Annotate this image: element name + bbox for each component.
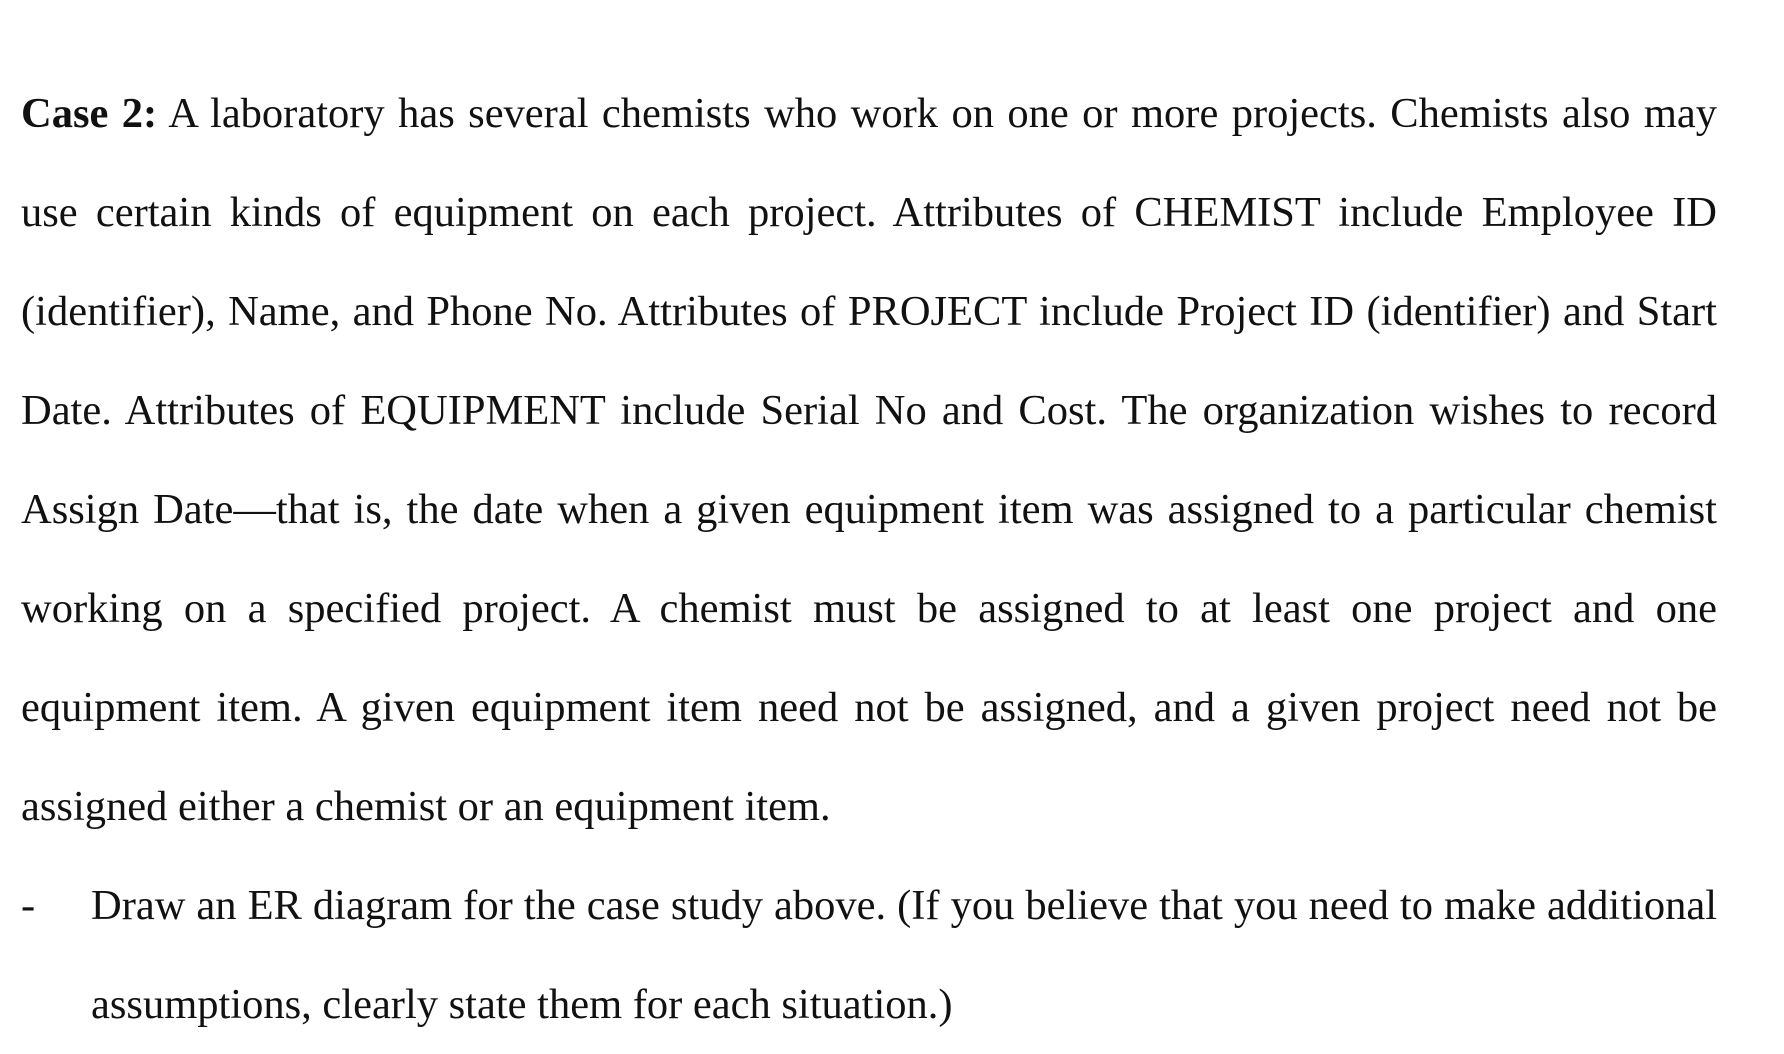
case-paragraph-line-7: equipment item. A given equipment item need not be assigned, and a given project need not be: [21, 684, 1717, 731]
case-line-text: A laboratory has several chemists who work on one or more projects. Chemists also may: [157, 90, 1717, 137]
case-paragraph-line-2: use certain kinds of equipment on each project. Attributes of CHEMIST include Employee ID: [21, 189, 1717, 236]
case-paragraph-line-3: (identifier), Name, and Phone No. Attributes of PROJECT include Project ID (identifier) and Start: [21, 288, 1717, 335]
case-label: Case 2:: [21, 90, 158, 137]
case-paragraph-line-4: Date. Attributes of EQUIPMENT include Serial No and Cost. The organization wishes to record: [21, 387, 1717, 434]
task-line-1: Draw an ER diagram for the case study above. (If you believe that you need to make additional: [91, 882, 1717, 929]
case-paragraph-line-8: assigned either a chemist or an equipment item.: [21, 783, 831, 830]
task-bullet: -: [21, 882, 36, 929]
case-paragraph-line-1: [21, 86, 1717, 142]
case-paragraph-line-5: Assign Date—that is, the date when a given equipment item was assigned to a particular chemist: [21, 486, 1717, 533]
case-paragraph-line-6: working on a specified project. A chemist must be assigned to at least one project and one: [21, 585, 1717, 632]
task-line-2: assumptions, clearly state them for each situation.): [91, 981, 953, 1028]
